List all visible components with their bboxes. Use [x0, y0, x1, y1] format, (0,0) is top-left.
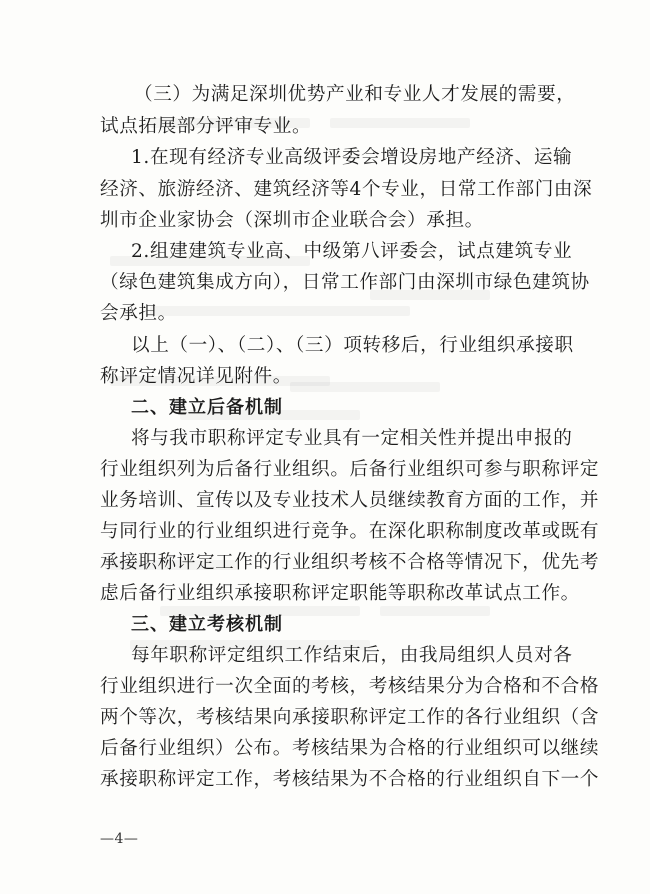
text-line: 业务培训、宣传以及专业技术人员继续教育方面的工作，并 — [100, 490, 600, 511]
text-line: 将与我市职称评定专业具有一定相关性并提出申报的 — [131, 428, 573, 449]
text-line: 行业组织列为后备行业组织。后备行业组织可参与职称评定 — [100, 459, 600, 480]
text-line: 两个等次，考核结果向承接职称评定工作的各行业组织（含 — [100, 707, 600, 728]
text-line: 会承担。 — [100, 303, 177, 324]
text-line: 经济、旅游经济、建筑经济等4个专业，日常工作部门由深 — [100, 179, 593, 200]
text-line: 承接职称评定工作的行业组织考核不合格等情况下，优先考 — [100, 552, 600, 573]
text-line: 以上（一）、（二）、（三）项转移后，行业组织承接职 — [131, 335, 574, 356]
section-heading: 二、建立后备机制 — [131, 397, 283, 418]
section-heading: 三、建立考核机制 — [131, 614, 283, 635]
text-line: 承接职称评定工作，考核结果为不合格的行业组织自下一个 — [100, 769, 600, 790]
text-line: 后备行业组织）公布。考核结果为合格的行业组织可以继续 — [100, 738, 600, 759]
page-number: —4— — [100, 831, 139, 847]
text-line: 2.组建建筑专业高、中级第八评委会，试点建筑专业 — [131, 241, 573, 262]
text-line: 圳市企业家协会（深圳市企业联合会）承担。 — [100, 210, 484, 231]
text-line: （绿色建筑集成方向），日常工作部门由深圳市绿色建筑协 — [100, 272, 590, 293]
text-line: 1.在现有经济专业高级评委会增设房地产经济、运输 — [131, 147, 573, 168]
text-line: 每年职称评定组织工作结束后，由我局组织人员对各 — [131, 645, 573, 666]
text-line: 行业组织进行一次全面的考核，考核结果分为合格和不合格 — [100, 676, 600, 697]
text-line: 与同行业的行业组织进行竞争。在深化职称制度改革或既有 — [100, 521, 600, 542]
text-line: 试点拓展部分评审专业。 — [100, 116, 312, 137]
text-line: 虑后备行业组织承接职称评定职能等职称改革试点工作。 — [100, 583, 580, 604]
text-line: （三）为满足深圳优势产业和专业人才发展的需要， — [134, 84, 576, 105]
text-line: 称评定情况详见附件。 — [100, 366, 292, 387]
